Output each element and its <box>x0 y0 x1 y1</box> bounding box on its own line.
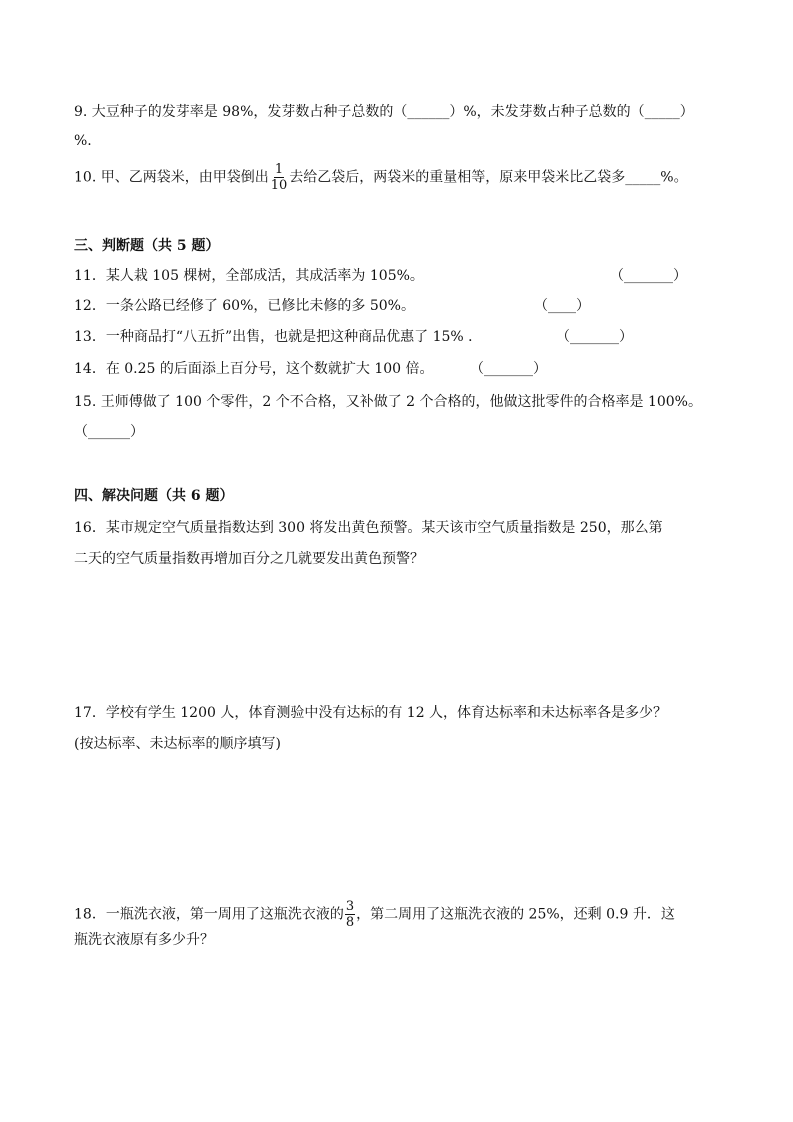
question-9 <box>74 102 694 122</box>
question-14: 14．在 0.25 的后面添上百分号，这个数就扩大 100 倍。 <box>74 361 434 377</box>
q14-answer-blank[interactable]: （_______） <box>470 361 547 377</box>
question-17-line-2: (按达标率、未达标率的顺序填写) <box>74 736 281 752</box>
question-9-continuation: %. <box>74 133 92 149</box>
question-17-line-1: 17．学校有学生 1200 人，体育测验中没有达标的有 12 人，体育达标率和未达标率各是多少？ <box>74 705 668 721</box>
q10-text-part3: %。 <box>660 169 688 186</box>
q10-fraction-numerator: 1 <box>274 162 284 177</box>
q9-blank-2[interactable]: _____ <box>644 104 680 120</box>
q15-answer-blank[interactable]: （______） <box>74 424 144 440</box>
q12-answer-blank[interactable]: （____） <box>534 298 590 314</box>
section-3-heading: 三、判断题（共 5 题） <box>74 238 220 254</box>
q10-fraction-denominator: 10 <box>270 178 288 193</box>
question-11: 11．某人栽 105 棵树，全部成活，其成活率为 105%。 <box>74 268 424 284</box>
q10-blank[interactable]: _____ <box>625 169 661 186</box>
q10-text-part1: 10. 甲、乙两袋米，由甲袋倒出 <box>74 169 269 186</box>
question-18-line-2: 瓶洗衣液原有多少升？ <box>74 932 214 948</box>
question-12: 12．一条公路已经修了 60%，已修比未修的多 50%。 <box>74 298 415 314</box>
q9-text-part2: ）%，未发芽数占种子总数的（ <box>449 104 645 120</box>
q9-text-part1: 9. 大豆种子的发芽率是 98%，发芽数占种子总数的（ <box>74 104 408 120</box>
q9-blank-1[interactable]: ______ <box>407 104 450 120</box>
q18-text-part2: ，第二周用了这瓶洗衣液的 25%，还剩 0.9 升．这 <box>356 906 675 923</box>
question-16-line-1: 16．某市规定空气质量指数达到 300 将发出黄色预警。某天该市空气质量指数是 250，那么第 <box>74 520 663 536</box>
q9-text-part3: ） <box>679 104 694 120</box>
question-15: 15. 王师傅做了 100 个零件，2 个不合格，又补做了 2 个合格的，他做这批零件的合格率是 100%。 <box>74 394 702 410</box>
q18-fraction <box>345 899 355 930</box>
question-13: 13．一种商品打“八五折”出售，也就是把这种商品优惠了 15% ． <box>74 329 483 345</box>
question-18-line-1 <box>74 899 675 930</box>
q10-fraction <box>270 162 289 193</box>
question-16-line-2: 二天的空气质量指数再增加百分之几就要发出黄色预警？ <box>74 551 424 567</box>
q18-fraction-denominator: 8 <box>345 915 355 930</box>
q18-text-part1: 18．一瓶洗衣液，第一周用了这瓶洗衣液的 <box>74 906 344 923</box>
question-10 <box>74 162 688 193</box>
section-4-heading: 四、解决问题（共 6 题） <box>74 488 234 504</box>
q13-answer-blank[interactable]: （_______） <box>556 329 633 345</box>
q10-text-part2: 去给乙袋后，两袋米的重量相等，原来甲袋米比乙袋多 <box>289 169 626 186</box>
q11-answer-blank[interactable]: （_______） <box>610 268 687 284</box>
q18-fraction-numerator: 3 <box>345 899 355 914</box>
